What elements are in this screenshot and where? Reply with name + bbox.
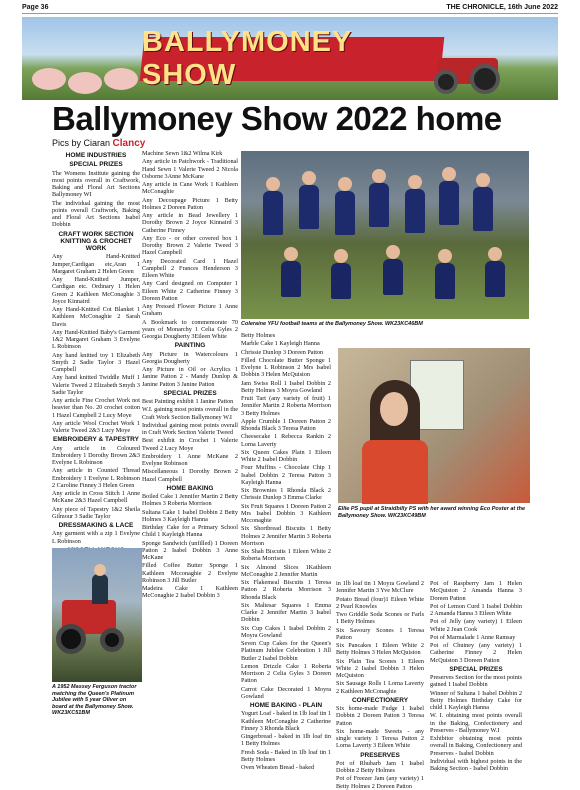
- result-paragraph: Six Savoury Scones 1 Teresa Patton: [336, 626, 424, 641]
- result-paragraph: A Bookmark to commemorate 70 years of Monarchy 1 Celia Gyles 2 Georgia Dougherty 3Eileen White: [142, 318, 238, 340]
- result-paragraph: Any article in Cane Work 1 Kathleen McConaghie: [142, 181, 238, 196]
- result-paragraph: Any article in Bead Jewellery 1 Dorothy Brown 2 Joyce Kinnaird 3 Catherine Finney: [142, 212, 238, 234]
- result-paragraph: Six Fruit Squares 1 Doreen Patton 2 Mrs Isabel Dobbin 3 Kathleen Mcconaghie: [241, 502, 331, 524]
- result-paragraph: Two Griddle Soda Scones or Farls 1 Betty Holmes: [336, 611, 424, 626]
- headline: Ballymoney Show 2022 home: [52, 100, 502, 137]
- girl-shirt: [362, 440, 428, 504]
- result-paragraph: W. I. obtaining most points overall in the Baking, Confectionery and Preserves - Ballymoney W.I: [430, 712, 522, 734]
- result-paragraph: Embroidery 1 Anne McKane 2 Evelyne Robinson: [142, 452, 238, 467]
- result-paragraph: Potato Bread (four)1 Eileen White 2 Pearl Knowles: [336, 595, 424, 610]
- result-paragraph: Best exhibit in Crochet 1 Valerie Tweed 2 Lucy Moye: [142, 437, 238, 452]
- result-paragraph: Filled Chocolate Butter Sponge 1 Evelyne L Robinson 2 Mrs Isabel Dobbin 3 Helen McQuiston: [241, 356, 331, 379]
- tractor-wheel: [470, 64, 500, 94]
- result-paragraph: in 1lb loaf tin 1 Moyra Gowland 2 Jennifer Martin 3 Yve McClure: [336, 580, 424, 595]
- eco-poster-caption: Ellie PS pupil at Straidbilly PS with her award winning Eco Poster at the Ballymoney Show. WK23KC49BM: [338, 506, 526, 519]
- result-paragraph: Any article in Counted Thread Embroidery 1 Evelyne L Robinson 2 Caroline Finney 3 Helen Green: [52, 467, 140, 489]
- result-paragraph: Filled Coffee Butter Sponge 1 Kathleen Mcconaghie 2 Evelyne Robinson 3 Jill Butler: [142, 562, 238, 584]
- result-paragraph: Pot of Freezer Jam (any variety) 1 Betty Holmes 2 Doreen Patton: [336, 775, 424, 790]
- show-banner: [22, 17, 558, 100]
- tractor-wheel: [434, 70, 458, 94]
- result-paragraph: Four Muffins - Chocolate Chip 1 Isabel Dobbin 2 Teresa Patton 3 Kayleigh Hanna: [241, 464, 331, 486]
- football-team-photo: [241, 151, 529, 319]
- result-paragraph: Six Plain Tea Scones 1 Eileen White 2 Isabel Dobbin 3 Helen McQuiston: [336, 657, 424, 679]
- banner-title-plate: [140, 26, 445, 91]
- section-heading: PAINTING: [174, 342, 206, 350]
- result-paragraph: Betty Holmes: [241, 332, 276, 339]
- result-paragraph: Any Hand-Knitted Jumper, Cardigan etc. Ordinary 1 Helen Green 2 Kathleen McConaghie 3 Joyce Kinnaird: [52, 276, 140, 305]
- result-paragraph: Sultana Cake 1 Isabel Dobbin 2 Betty Holmes 3 Kayleigh Hanna: [142, 508, 238, 523]
- result-paragraph: Any Pressed Flower Picture 1 Anne Graham: [142, 303, 238, 318]
- section-heading: DRESSMAKING & LACE: [58, 522, 134, 529]
- player-figure: [281, 261, 301, 297]
- result-paragraph: Fresh Soda - Baked in 1lb loaf tin 1 Betty Holmes: [241, 748, 331, 763]
- result-paragraph: Six Almond Slices 1Kathleen McConaghie 2 Jennifer Martin: [241, 563, 331, 578]
- article-column-4: [336, 580, 424, 790]
- section-heading: EMBROIDERY & TAPESTRY: [53, 436, 139, 444]
- result-paragraph: Six Shah Biscuits 1 Eileen White 2 Roberta Morrison: [241, 548, 331, 563]
- result-paragraph: Any Decoupage Picture 1 Betty Holmes 2 Doreen Patton: [142, 196, 238, 211]
- result-paragraph: Any article Wool Crochet Work 1 Valerie Tweed 2&3 Lucy Moye: [52, 419, 140, 434]
- result-paragraph: Apple Crumble 1 Doreen Patton 2 Rhonda Black 3 Teresa Patton: [241, 417, 331, 432]
- result-paragraph: Any garment with a zip 1 Evelyne L Robinson: [52, 530, 140, 545]
- result-paragraph: Six Pancakes 1 Eileen White 2 Betty Holmes 3 Helen McQuiston: [336, 642, 424, 657]
- result-paragraph: Any Picture in Oil or Acrylics 1 Janine Patton 2 - Mandy Dunlop & Janine Patton 3 Janine Patton: [142, 366, 238, 388]
- result-paragraph: Chrissie Dunlop 3 Doreen Patton: [241, 348, 324, 356]
- player-figure: [383, 259, 403, 295]
- result-paragraph: Exhibitor obtaining most points overall in Baking, Confectionery and Preserves - Isabel Dobbin: [430, 735, 522, 757]
- result-paragraph: Six Cup Cakes 1 Isabel Dobbin 2 Moyra Gowland: [241, 624, 331, 639]
- result-paragraph: Pot of Marmalade 1 Anne Ramsay: [430, 633, 516, 641]
- result-paragraph: Fruit Tart (any variety of fruit) 1 Jennifer Martin 2 Roberta Morrison 3 Betty Holmes: [241, 395, 331, 417]
- result-paragraph: Six Shortbread Biscuits 1 Betty Holmes 2 Jennifer Martin 3 Roberta Morrison: [241, 525, 331, 547]
- player-figure: [473, 187, 493, 231]
- article-column-2: [142, 150, 238, 730]
- player-figure: [263, 191, 283, 235]
- player-figure: [331, 263, 351, 299]
- tractor-wheel: [56, 624, 86, 654]
- section-heading: CONFECTIONERY: [351, 696, 409, 704]
- result-paragraph: Individual gaining most points overall in Craft Work Section Valerie Tweed: [142, 421, 238, 436]
- tractor-wheel: [100, 628, 124, 652]
- banner-title: BALLYMONEY SHOW: [142, 26, 352, 91]
- result-paragraph: Any article in Coloured Embroidery 1 Dorothy Brown 2&3 Evelyne L Robinson: [52, 444, 140, 466]
- result-paragraph: Sponge Sandwich (unfilled) 1 Doreen Patton 2 Isabel Dobbin 3 Anne McKane: [142, 539, 238, 561]
- boy-on-tractor: [92, 574, 108, 604]
- section-heading: SPECIAL PRIZES: [449, 665, 503, 673]
- result-paragraph: Oven Wheaten Bread - baked: [241, 764, 315, 771]
- result-paragraph: Winner of Sultana 1 Isabel Dobbin 2 Betty Holmes Birthday Cake for child 1 Kayleigh Hanna: [430, 689, 522, 711]
- result-paragraph: Any article in Patchwork - Traditional Hand Sewn 1 Valerie Tweed 2 Nicola Osborne 3Anne McKane: [142, 158, 238, 180]
- result-paragraph: Seven Cup Cakes for the Queen's Platinum Jubilee Celebration 1 Jill Butler 2 Isabel Dobbin: [241, 640, 331, 662]
- section-heading: SPECIAL PRIZES: [163, 389, 217, 397]
- result-paragraph: Any Card designed on Computer 1 Eileen White 2 Catherine Finney 3 Doreen Patton: [142, 280, 238, 302]
- result-paragraph: Six home-made Sweets - any single variety 1 Teresa Patton 2 Lorna Laverty 3 Eileen White: [336, 727, 424, 750]
- result-paragraph: Carrot Cake Decorated 1 Moyra Gowland: [241, 685, 331, 700]
- result-paragraph: Any Hand-Knitted Cot Blanket 1 Kathleen McConaghie 2 Sarah Davis: [52, 306, 140, 328]
- result-paragraph: Pot of Lemon Curd 1 Isabel Dobbin 2 Amanda Hanna 3 Eileen White: [430, 602, 522, 617]
- result-paragraph: Any Decorated Card 1 Hazel Campbell 2 Frances Henderson 3 Eileen White: [142, 257, 238, 279]
- player-figure: [369, 183, 389, 227]
- section-heading: CRAFT WORK SECTION KNITTING & CROCHET WORK: [58, 230, 134, 252]
- result-paragraph: Madeira Cake 1 Kathleen McConaghie 2 Isabel Dobbin 3: [142, 585, 238, 600]
- result-paragraph: Birthday Cake for a Primary School Child 1 Kayleigh Hanna: [142, 524, 238, 539]
- result-paragraph: W.I. gaining most points overall in the Craft Work Section Ballymoney W.I: [142, 406, 238, 421]
- result-paragraph: Any Hand-Knitted Jumper,Cardigan etc,Aran 1 Margaret Graham 2 Helen Green: [52, 253, 140, 275]
- tractor-caption: A 1952 Massey Ferguson tractor matching the Queen's Platinum Jubilee with 5 year Oliver on board at the Ballymoney Show. WK23KC51BM: [52, 684, 137, 716]
- result-paragraph: Any Eco - or other covered box 1 Dorothy Brown 2 Valerie Tweed 3 Hazel Campbell: [142, 234, 238, 257]
- article-column-1: [52, 150, 140, 548]
- article-column-5: [430, 580, 522, 772]
- result-paragraph: Pot of Jelly (any variety) 1 Eileen White 2 Jean Cook: [430, 618, 522, 633]
- page-number: Page 36: [22, 4, 49, 11]
- section-heading: SPECIAL PRIZES: [69, 161, 123, 169]
- result-paragraph: Six Brownies 1 Rhonda Black 2 Chrissie Dunlop 3 Emma Clarke: [241, 487, 331, 502]
- result-paragraph: Individual with highest points in the Baking Section - Isabel Dobbin: [430, 757, 522, 772]
- result-paragraph: Any piece of Tapestry 1&2 Sheila Gilmour 3 Sadie Taylor: [52, 505, 140, 520]
- player-figure: [485, 261, 505, 297]
- football-caption: Coleraine YFU football teams at the Ballymoney Show. WK23KC46BM: [241, 321, 423, 327]
- section-heading: HOME INDUSTRIES: [65, 152, 127, 159]
- result-paragraph: Miscellaneous 1 Dorothy Brown 2 Hazel Campbell: [142, 468, 238, 483]
- section-heading: HOME BAKING: [166, 484, 214, 492]
- result-paragraph: Yogurt Loaf - baked in 1lb loaf tin 1 Kathleen McConaghie 2 Catherine Finney 3 Rhonda Black: [241, 710, 331, 732]
- result-paragraph: Pot of Raspberry Jam 1 Helen McQuiston 2 Amanda Hanna 3 Doreen Patton: [430, 580, 522, 602]
- result-paragraph: Pot of Rhubarb Jam 1 Isabel Dobbin 2 Betty Holmes: [336, 759, 424, 774]
- result-paragraph: Marble Cake 1 Kayleigh Hanna: [241, 340, 320, 348]
- result-paragraph: Preserves Section for the most points gained 1 Isabel Dobbin: [430, 674, 522, 689]
- result-paragraph: Any article in Cross Stitch 1 Anne McKane 2&3 Hazel Campbell: [52, 490, 140, 505]
- result-paragraph: Machine Sewn 1&2 Wilma Kirk: [142, 150, 223, 157]
- result-paragraph: Jam Swiss Roll 1 Isabel Dobbin 2 Betty Holmes 3 Moyra Gowland: [241, 379, 331, 394]
- result-paragraph: Any article Fine Crochet Work not heavier than No. 20 crochet cotton 1 Hazel Campbell 2 Lucy Moye: [52, 397, 140, 419]
- pig-illustration: [32, 68, 66, 90]
- pig-illustration: [68, 72, 102, 94]
- photo-credit: Pics by Ciaran Clancy: [52, 138, 146, 149]
- result-paragraph: Any Picture in Watercolours 1 Georgia Dougherty: [142, 350, 238, 365]
- pig-illustration: [104, 68, 138, 90]
- result-paragraph: Any Hand-Knitted Baby's Garment 1&2 Margaret Graham 3 Evelyne L Robinson: [52, 328, 140, 351]
- result-paragraph: The individual gaining the most points overall Craftwork, Baking and Floral Art Sections Isabel Dobbin: [52, 199, 140, 229]
- result-paragraph: Any hand knitted Twiddle Muff 1 Valerie Tweed 2 Elizabeth Smyth 3 Sadie Taylor: [52, 374, 140, 396]
- result-paragraph: Gingerbread - baked in 1lb loaf tin 1 Betty Holmes: [241, 733, 331, 748]
- result-paragraph: Pot of Chutney (any variety) 1 Catherine Finney 2 Helen McQuiston 3 Doreen Patton: [430, 642, 522, 664]
- result-paragraph: Six Sausage Rolls 1 Lorna Laverty 2 Kathleen McConaghie: [336, 680, 424, 695]
- player-figure: [299, 185, 319, 229]
- result-paragraph: Any hand knitted toy 1 Elizabeth Smyth 2 Sadie Taylor 3 Hazel Campbell: [52, 351, 140, 373]
- player-figure: [405, 189, 425, 233]
- page-header: [22, 4, 558, 14]
- result-paragraph: Six Maltesar Squares 1 Emma Clarke 2 Jennifer Martin 3 Isabel Dobbin: [241, 601, 331, 624]
- player-figure: [439, 181, 459, 225]
- result-paragraph: Best Painting exhibit 1 Janine Patton: [142, 398, 234, 405]
- result-paragraph: The Womens Institute gaining the most points overall in Craftwork, Baking and Floral Art Sections Ballymoney WI: [52, 169, 140, 199]
- player-figure: [435, 263, 455, 299]
- result-paragraph: Six home-made Fudge 1 Isabel Dobbin 2 Doreen Patton 3 Teresa Patton: [336, 705, 424, 727]
- result-paragraph: Cheesecake 1 Rebecca Rankin 2 Lorna Laverty: [241, 433, 331, 448]
- result-paragraph: Six Queen Cakes Plain 1 Eileen White 2 Isabel Dobbin: [241, 448, 331, 463]
- section-heading: HOME BAKING - PLAIN: [249, 702, 323, 709]
- result-paragraph: Lemon Drizzle Cake 1 Roberta Morrison 2 Celia Gyles 3 Doreen Patton: [241, 662, 331, 685]
- result-paragraph: Boiled Cake 1 Jennifer Martin 2 Betty Holmes 3 Roberta Morrison: [142, 493, 238, 508]
- girl-face: [380, 392, 408, 426]
- player-figure: [335, 191, 355, 235]
- article-column-3: [241, 332, 331, 771]
- section-heading: PRESERVES: [360, 751, 400, 759]
- result-paragraph: Six Flakemeal Biscuits 1 Teresa Patton 2 Roberta Morrison 3 Rhonda Black: [241, 579, 331, 601]
- paper-info: THE CHRONICLE, 16th June 2022: [446, 4, 558, 11]
